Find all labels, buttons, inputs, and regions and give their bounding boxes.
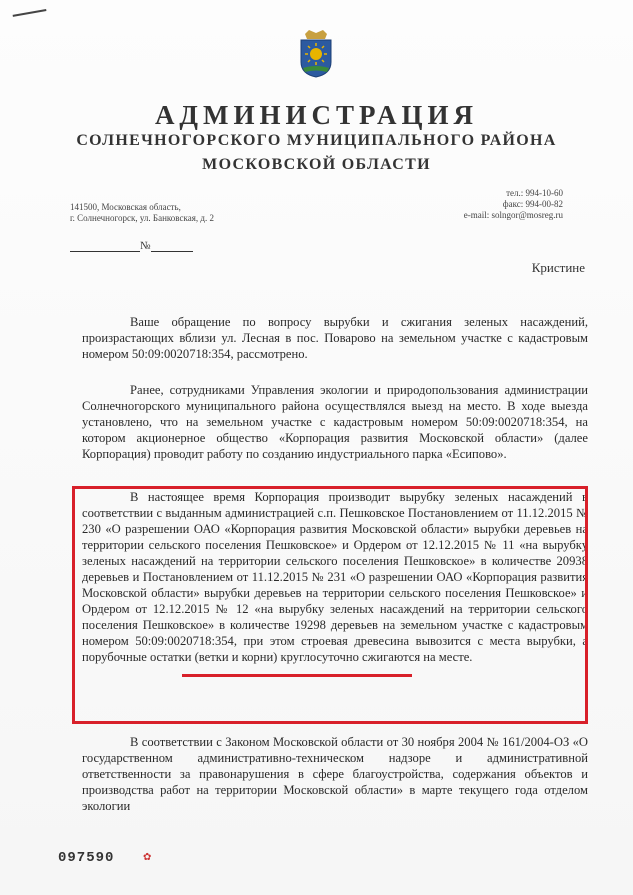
email-address: e-mail: solngor@mosreg.ru xyxy=(463,210,563,220)
fax-number: факс: 994-00-82 xyxy=(502,199,563,209)
red-underline xyxy=(182,674,412,677)
document-serial-number: 097590 xyxy=(58,850,115,866)
paragraph-text: Ваше обращение по вопросу вырубки и сжигания зеленых насаждений, произрастающих вблизи ул. Лесная в пос. Поварово на земельном участке с кадастровым номером 50:09:0020718:354, рассмотрено. xyxy=(82,315,588,361)
date-blank xyxy=(70,241,140,252)
outgoing-number-field xyxy=(70,240,193,252)
paragraph-2 xyxy=(82,382,588,462)
organization-region: МОСКОВСКОЙ ОБЛАСТИ xyxy=(202,156,431,173)
number-sign: № xyxy=(140,240,151,252)
paragraph-4 xyxy=(82,734,588,814)
sender-contacts xyxy=(464,188,563,221)
address-line: г. Солнечногорск, ул. Банковская, д. 2 xyxy=(70,213,214,223)
seal-mark-icon: ✿ xyxy=(143,852,152,863)
paragraph-text: В настоящее время Корпорация производит вырубку зеленых насаждений в соответствии с выданным администрацией с.п. Пешковское Постановлением от 11.12.2015 № 230 «О разрешении ОАО «Корпорация развития Московской области» вырубки деревьев на территории сельского поселения Пешковское» и Ордером от 12.12.2015 № 11 «на вырубку зеленых насаждений на территории сельского поселения Пешковское» в количестве 20938 деревьев и Постановлением от 11.12.2015 № 231 «О разрешении ОАО «Корпорация развития Московской области» вырубки деревьев на территории сельского поселения Пешковское» и Ордером от 12.12.2015 № 12 «на вырубку зеленых насаждений на территории сельского поселения Пешковское» в количестве 19298 деревьев на земельном участке с кадастровым номером 50:09:0020718:354, при этом строевая древесина вывозится с места вырубки, а порубочные остатки (ветки и корни) круглосуточно сжигаются на месте. xyxy=(82,490,588,664)
organization-subtitle: СОЛНЕЧНОГОРСКОГО МУНИЦИПАЛЬНОГО РАЙОНА xyxy=(76,132,557,149)
phone-number: тел.: 994-10-60 xyxy=(506,188,563,198)
number-blank xyxy=(151,241,193,252)
organization-title: АДМИНИСТРАЦИЯ xyxy=(154,100,479,130)
pen-mark xyxy=(12,3,47,17)
paragraph-text: В соответствии с Законом Московской области от 30 ноября 2004 № 161/2004-ОЗ «О государственном административно-техническом надзоре и административной ответственности за правонарушения в сфере благоустройства, содержания объектов и производства работ на территории Московской области» в марте текущего года отделом экологии xyxy=(82,735,588,813)
sender-address xyxy=(70,202,214,224)
paragraph-text: Ранее, сотрудниками Управления экологии и природопользования администрации Солнечногорского муниципального района осуществлялся выезд на место. В ходе выезда установлено, что на земельном участке с кадастровым номером 50:09:0020718:354, на котором акционерное общество «Корпорация развития Московской области» (далее Корпорация) проводит работу по созданию индустриального парка «Есипово». xyxy=(82,383,588,461)
paragraph-1 xyxy=(82,314,588,362)
red-highlight-box xyxy=(72,486,588,724)
coat-of-arms-icon xyxy=(297,30,335,78)
address-line: 141500, Московская область, xyxy=(70,202,181,212)
recipient-name: Кристине xyxy=(531,260,585,275)
